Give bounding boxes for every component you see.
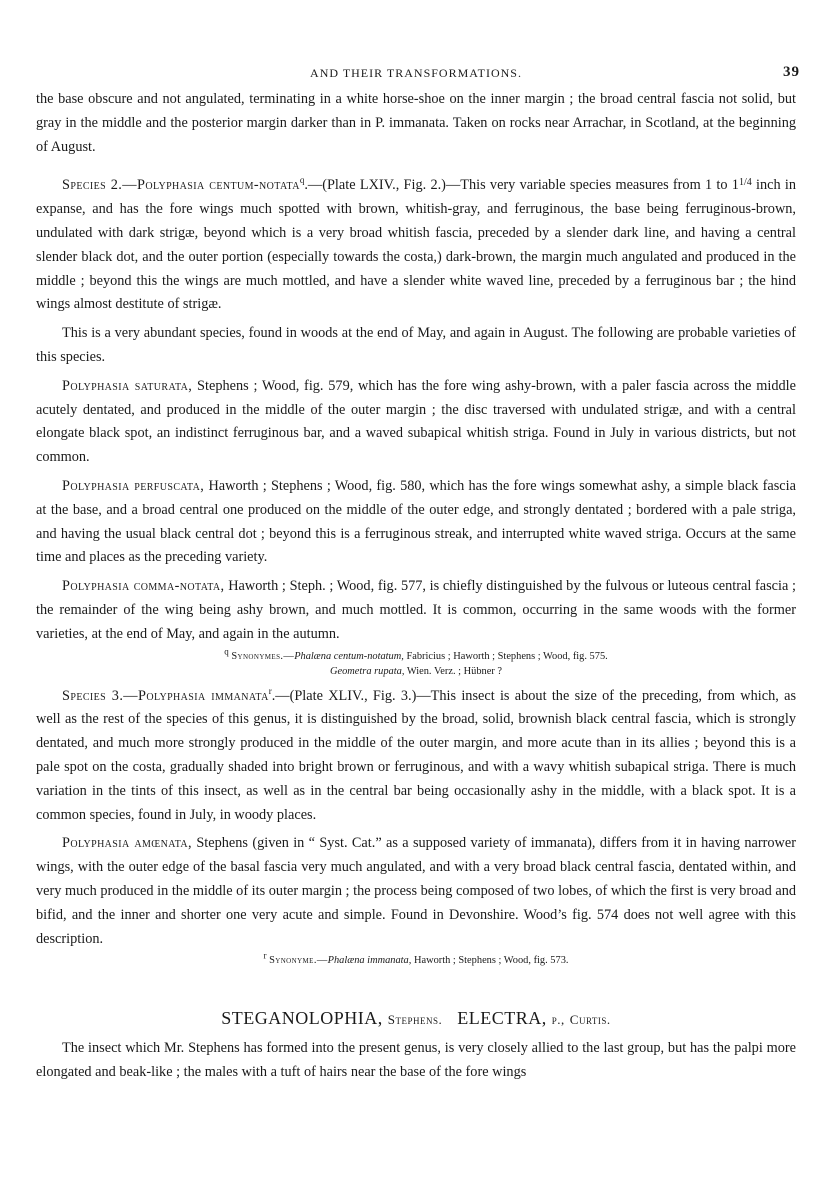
species-3-text: .—(Plate XLIV., Fig. 3.)—This insect is about the size of the preceding, from which, as well as the rest of the species of this genus, it is distinguished by the broad, solid, brownish black central fascia, which is strongly dentated, and much more strongly produced in the middle of the outer margin, and more acute than in its allies ; beyond this is a pale spot on the costa, gradually shaded into bright brown or ferruginous, and with a wavy whitish subapical striga. There is much variation in the tints of this insect, as well as in the central bar being occasionally ashy in the middle, with a black spot. It is a common species, found in July, in woody places. (36, 687, 797, 823)
abundance-paragraph: This is a very abundant species, found in woods at the end of May, and again in August. The following are probable varieties of this species. (36, 325, 796, 365)
comma-notata-text: Haworth ; Steph. ; Wood, fig. 577, is chiefly distinguished by the fulvous or luteous central fascia ; the remainder of the wing being ashy brown, and much mottled. It is common, occurring in the same woods with the former varieties, at the end of May, and again in the autumn. (36, 578, 796, 642)
running-title: AND THEIR TRANSFORMATIONS. (310, 66, 522, 80)
book-page (36, 58, 800, 1085)
genus-intro-paragraph: The insect which Mr. Stephens has formed into the present genus, is very closely allied to the last group, but has the palpi more elongated and beak-like ; the males with a tuft of hairs near the base of the fore wings (36, 1040, 796, 1081)
footnote-r-label: Synonyme.— (269, 955, 328, 967)
footnote-q-name2: Geometra rupata, (329, 665, 405, 677)
footnote-q-label: Synonymes.— (231, 650, 295, 662)
perfuscata-label: Polyphasia perfuscata, (62, 477, 205, 494)
saturata-label: Polyphasia saturata, (62, 377, 193, 394)
saturata-text: Stephens ; Wood, fig. 579, which has the fore wing ashy-brown, with a paler fascia across the middle acutely dentated, and produced in the middle of the outer margin ; the disc traversed with undulated strigæ, and with a central elongate black spot, an indistinct ferruginous bar, and a waved subapical whitish striga. Found in July in various districts, but not common. (36, 377, 796, 466)
section-heading (36, 1008, 796, 1029)
alt-genus-name: ELECTRA, (457, 1008, 547, 1029)
footnote-ref-r: r (268, 685, 272, 696)
running-header (36, 58, 800, 88)
amoenata-paragraph (36, 832, 796, 951)
species-2-text-b: inch in expanse, and has the fore wings much spotted with brown, whitish-gray, and ferruginous, the base being ferruginous-brown, undulated with dark strigæ, beyond which is a very broad whitish fascia, preceded by a slender dark line, and having a central slender black dot, and the outer portion (especially towards the costa,) dark-brown, the margin much angulated and produced in the middle ; beyond this the wings are much mottled, and have a slender white waved line, preceded by a ferruginous bar ; the hind wings almost destitute of strigæ. (36, 177, 796, 313)
genus-author: Stephens. (387, 1012, 443, 1028)
alt-genus-author: Curtis. (569, 1012, 611, 1028)
footnote-q (36, 646, 796, 679)
footnote-q-mark: q (224, 646, 229, 657)
footnote-r-mark: r (263, 950, 267, 961)
footnote-ref-q: q (299, 175, 305, 186)
continued-paragraph: the base obscure and not angulated, terminating in a white horse-shoe on the inner margin ; the broad central fascia not solid, but gray in the middle and the posterior margin darker than in P. immanata. Taken on rocks near Arrachar, in Scotland, at the beginning of August. (36, 91, 796, 155)
comma-notata-label: Polyphasia comma-notata, (62, 578, 225, 595)
species-3-label: Species 3.—Polyphasia immanata (62, 687, 269, 704)
alt-genus-p: p., (551, 1012, 565, 1028)
amoenata-label: Polyphasia amœnata, (62, 835, 193, 852)
page-number: 39 (783, 64, 800, 80)
perfuscata-paragraph (36, 475, 796, 570)
footnote-q-name1: Phalæna centum-notatum, (294, 650, 404, 662)
species-2-text-a: .—(Plate LXIV., Fig. 2.)—This very variable species measures from 1 to 1 (304, 177, 739, 194)
footnote-q-rest2: Wien. Verz. ; Hübner ? (404, 665, 503, 677)
amoenata-text: Stephens (given in “ Syst. Cat.” as a supposed variety of immanata), differs from it in having narrower wings, with the outer edge of the basal fascia very much angulated, and with a very broad black central fascia, dentated within, and very much produced in the middle of its outer margin ; the process being composed of two lobes, of which the first is very broad and bifid, and the inner and shorter one very acute and simple. Found in Devonshire. Wood’s fig. 574 does not well agree with this description. (36, 835, 796, 947)
saturata-paragraph (36, 375, 796, 470)
footnote-r-name: Phalæna immanata, (327, 955, 412, 967)
footnote-r-rest: Haworth ; Stephens ; Wood, fig. 573. (411, 955, 569, 967)
species-2-paragraph (36, 171, 796, 317)
comma-notata-paragraph (36, 575, 796, 646)
species-3-paragraph (36, 685, 796, 828)
footnote-r (36, 950, 796, 968)
perfuscata-text: Haworth ; Stephens ; Wood, fig. 580, which has the fore wings somewhat ashy, a simple black fascia at the base, and a broad central one produced on the middle of the outer edge, and strongly dentated ; bordered with a pale striga, and having the usual black central dot ; beyond this is a ferruginous streak, and interrupted white waved striga. Occurs at the same time and places as the preceding variety. (36, 477, 796, 566)
species-2-label: Species 2.—Polyphasia centum-notata (62, 177, 300, 194)
fraction: 1/4 (738, 177, 752, 189)
footnote-q-rest1: Fabricius ; Haworth ; Stephens ; Wood, fig. 575. (403, 650, 608, 662)
genus-name: STEGANOLOPHIA, (221, 1008, 383, 1029)
